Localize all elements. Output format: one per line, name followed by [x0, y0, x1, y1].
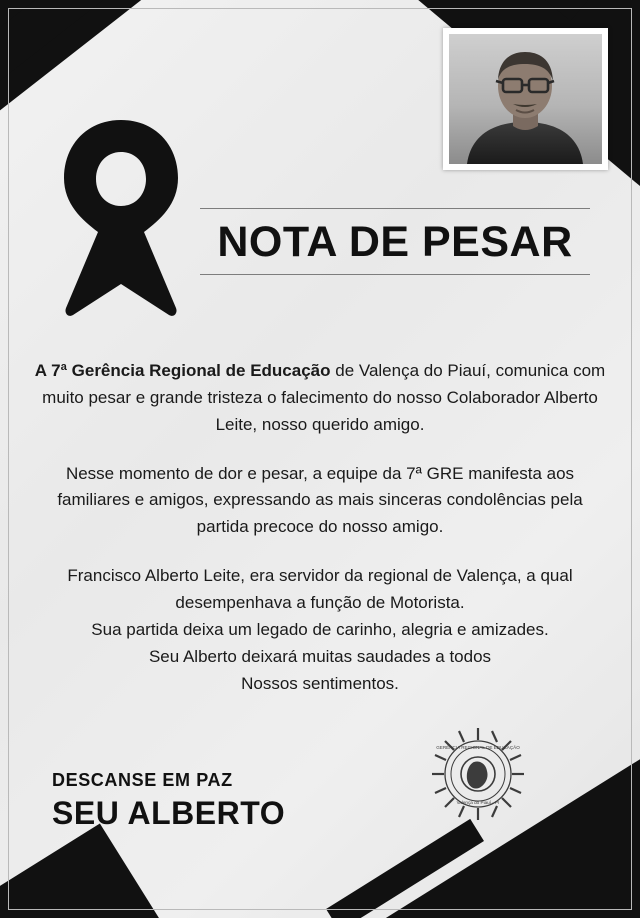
page-title: NOTA DE PESAR: [217, 218, 573, 266]
seal-top-text: GERÊNCIA REGIONAL DE EDUCAÇÃO: [436, 745, 520, 750]
notice-text: de Valença do Piauí, comunica com muito pesar e grande tristeza o falecimento do nosso Colaborador Alberto Leite, nosso querido amigo.: [42, 361, 606, 434]
notice-text-emphasis: A 7ª Gerência Regional de Educação: [34, 361, 331, 380]
notice-text: Nossos sentimentos.: [241, 673, 399, 693]
notice-paragraph: [34, 358, 606, 439]
notice-text: Seu Alberto deixará muitas saudades a todos: [148, 646, 492, 666]
seal-bottom-text: Valença do Piauí - PI: [456, 800, 500, 805]
mourning-ribbon-icon: [46, 112, 196, 322]
notice-body: [34, 358, 606, 697]
corner-decoration-bottom-left: [0, 823, 190, 918]
notice-text: Francisco Alberto Leite, era servidor da regional de Valença, a qual desempenhava a função de Motorista.: [67, 566, 573, 613]
deceased-photo: [443, 28, 608, 170]
deceased-photo-image: [449, 34, 602, 164]
notice-text: Nesse momento de dor e pesar, a equipe da 7ª GRE manifesta aos familiares e amigos, expressando as mais sinceras condolências pela partida precoce do nosso amigo.: [57, 463, 583, 537]
deceased-name: SEU ALBERTO: [52, 795, 286, 831]
gre-seal-logo-icon: [426, 722, 530, 826]
rest-in-peace-label: DESCANSE EM PAZ: [52, 770, 233, 790]
title-rule-bottom: [200, 274, 590, 275]
notice-paragraph: [34, 461, 606, 542]
closing-block: [52, 770, 285, 832]
title-block: [200, 208, 590, 275]
notice-text: Sua partida deixa um legado de carinho, alegria e amizades.: [91, 619, 549, 639]
notice-paragraph: [34, 563, 606, 697]
